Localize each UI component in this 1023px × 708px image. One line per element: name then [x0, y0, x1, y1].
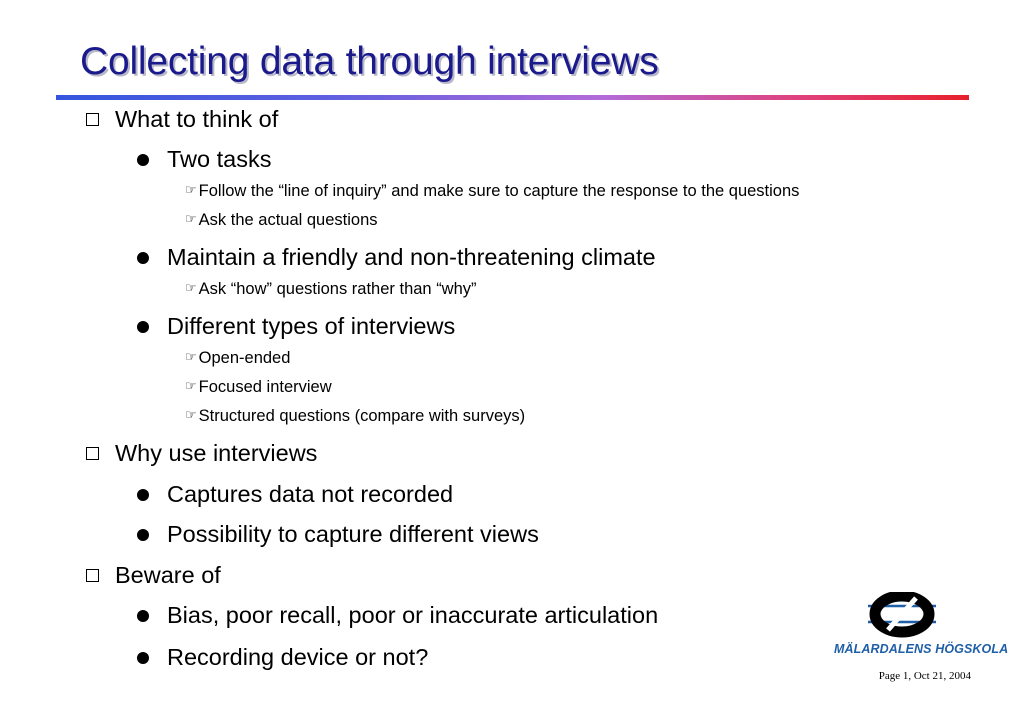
slide-title: Collecting data through interviews	[80, 40, 659, 83]
pointing-hand-icon: ☞	[185, 350, 197, 365]
bullet-text: Different types of interviews	[167, 313, 456, 339]
square-bullet-icon	[86, 447, 99, 460]
bullet-item	[86, 562, 221, 589]
bullet-text: Recording device or not?	[167, 644, 429, 670]
university-logo	[826, 592, 1009, 662]
bullet-item	[137, 244, 656, 271]
bullet-item	[185, 182, 799, 201]
bullet-item	[137, 602, 658, 629]
logo-wordmark: MÄLARDALENS HÖGSKOLA	[834, 642, 1009, 656]
bullet-text: Why use interviews	[115, 440, 318, 466]
bullet-item	[86, 440, 317, 467]
bullet-text: Two tasks	[167, 146, 272, 172]
round-bullet-icon	[137, 652, 149, 664]
malardalens-hogskola-logo-icon	[866, 592, 938, 638]
round-bullet-icon	[137, 529, 149, 541]
bullet-item	[137, 146, 271, 173]
bullet-text: Captures data not recorded	[167, 481, 454, 507]
slide-footer	[879, 670, 971, 682]
square-bullet-icon	[86, 569, 99, 582]
pointing-hand-icon: ☞	[185, 212, 197, 227]
bullet-item	[137, 644, 428, 671]
bullet-text: Ask “how” questions rather than “why”	[198, 280, 477, 298]
round-bullet-icon	[137, 321, 149, 333]
bullet-item	[185, 349, 290, 368]
pointing-hand-icon: ☞	[185, 408, 197, 423]
bullet-text: Possibility to capture different views	[167, 521, 539, 547]
bullet-item	[86, 106, 278, 133]
title-gradient-rule	[56, 95, 969, 100]
bullet-text: Follow the “line of inquiry” and make sure to capture the response to the questions	[198, 182, 800, 200]
pointing-hand-icon: ☞	[185, 379, 197, 394]
square-bullet-icon	[86, 113, 99, 126]
bullet-text: Structured questions (compare with surveys)	[198, 407, 526, 425]
bullet-text: What to think of	[115, 106, 279, 132]
slide-date: Oct 21, 2004	[913, 670, 971, 682]
bullet-text: Maintain a friendly and non-threatening climate	[167, 244, 656, 270]
bullet-item	[185, 280, 477, 299]
bullet-text: Open-ended	[198, 349, 291, 367]
bullet-item	[137, 313, 455, 340]
pointing-hand-icon: ☞	[185, 281, 197, 296]
round-bullet-icon	[137, 252, 149, 264]
bullet-item	[185, 407, 525, 426]
page-number: Page 1,	[878, 670, 912, 682]
bullet-item	[185, 211, 378, 230]
round-bullet-icon	[137, 154, 149, 166]
bullet-item	[137, 481, 453, 508]
round-bullet-icon	[137, 489, 149, 501]
pointing-hand-icon: ☞	[185, 183, 197, 198]
bullet-text: Beware of	[115, 562, 221, 588]
bullet-text: Focused interview	[198, 378, 332, 396]
bullet-item	[137, 521, 539, 548]
round-bullet-icon	[137, 610, 149, 622]
bullet-text: Bias, poor recall, poor or inaccurate articulation	[167, 602, 659, 628]
bullet-text: Ask the actual questions	[198, 211, 378, 229]
bullet-item	[185, 378, 332, 397]
